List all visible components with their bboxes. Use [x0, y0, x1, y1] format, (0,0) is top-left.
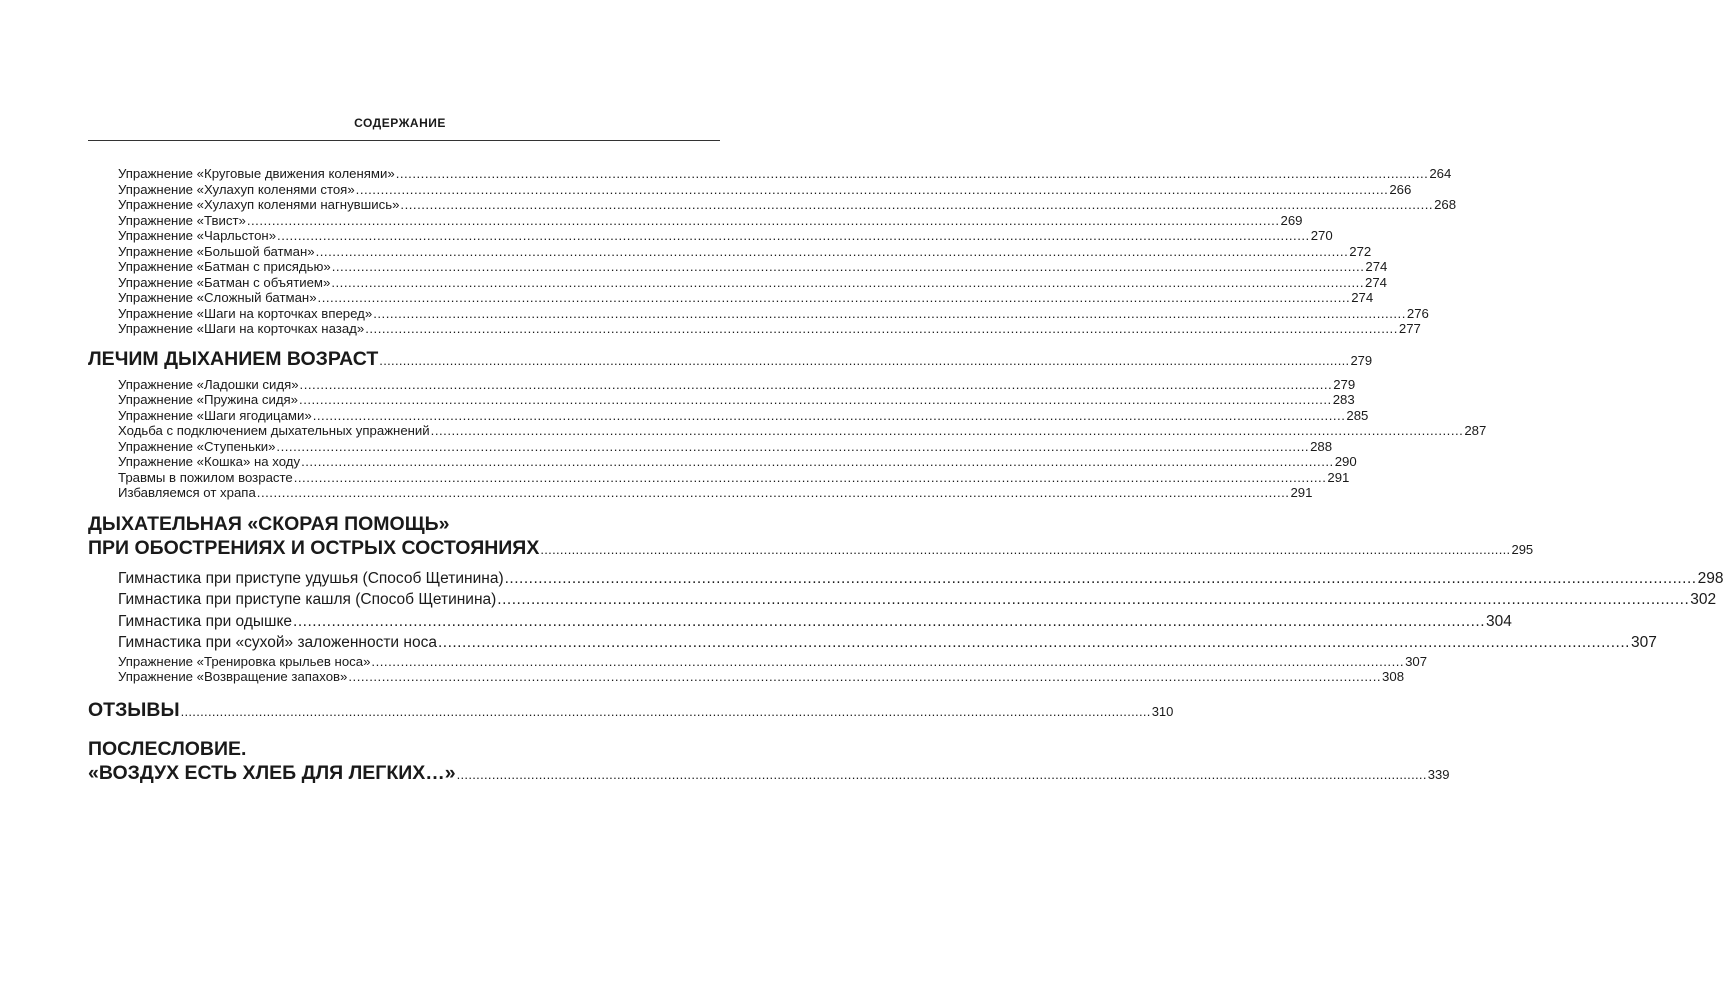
toc-entry-label: Упражнение «Батман с присядью»	[118, 259, 331, 274]
page-header: СОДЕРЖАНИЕ	[354, 116, 446, 130]
dot-leader	[457, 763, 1427, 787]
toc-section-breathing-age[interactable]	[88, 347, 1373, 373]
toc-entry-page: 264	[1429, 166, 1452, 181]
toc-entry[interactable]	[88, 259, 1388, 275]
toc-entry[interactable]	[88, 181, 1412, 198]
toc-entry-label: Травмы в пожилом возрасте	[118, 469, 293, 485]
toc-entry[interactable]	[88, 407, 1369, 424]
toc-entry-page: 307	[1405, 653, 1428, 669]
dot-leader	[438, 632, 1630, 654]
dot-leader	[365, 321, 1398, 337]
dot-leader	[396, 166, 1429, 182]
toc-entry[interactable]	[88, 305, 1429, 322]
toc-entry-page: 269	[1280, 212, 1303, 228]
toc-entry-label: Упражнение «Шаги на корточках вперед»	[118, 305, 373, 321]
toc-entry-page: 277	[1398, 321, 1421, 336]
toc-entry-label: Упражнение «Твист»	[118, 212, 246, 228]
toc-entry[interactable]	[88, 423, 1487, 439]
toc-entry-label: Упражнение «Круговые движения коленями»	[118, 166, 395, 181]
toc-entry[interactable]	[88, 568, 1723, 590]
toc-entry-label: Упражнение «Чарльстон»	[118, 228, 277, 243]
dot-leader	[318, 290, 1351, 306]
dot-leader	[356, 182, 1389, 198]
toc-entry-page: 288	[1310, 438, 1333, 454]
toc-entry-page: 274	[1365, 274, 1388, 290]
dot-leader	[293, 611, 1485, 633]
section-page: 295	[1511, 541, 1534, 557]
section-title-line1: ДЫХАТЕЛЬНАЯ «СКОРАЯ ПОМОЩЬ»	[88, 512, 450, 535]
dot-leader	[373, 306, 1406, 322]
toc-entry[interactable]	[88, 321, 1421, 337]
dot-leader	[371, 654, 1404, 670]
toc-entry-label: Ходьба с подключением дыхательных упражнений	[118, 423, 430, 438]
dot-leader	[331, 275, 1364, 291]
toc-entry-page: 283	[1332, 392, 1355, 407]
toc-entry-label: Упражнение «Хулахуп коленями стоя»	[118, 181, 355, 197]
toc-section-afterword[interactable]	[88, 737, 1450, 787]
dot-leader	[257, 485, 1290, 501]
section-page: 339	[1427, 766, 1450, 782]
dot-leader	[316, 244, 1349, 260]
toc-entry-label: Гимнастика при «сухой» заложенности носа	[118, 634, 437, 651]
dot-leader	[301, 454, 1334, 470]
toc-entry-page: 274	[1365, 259, 1388, 274]
dot-leader	[431, 423, 1464, 439]
toc-entry-label: Упражнение «Пружина сидя»	[118, 392, 299, 407]
toc-entry[interactable]	[88, 290, 1374, 306]
dot-leader	[379, 349, 1349, 373]
toc-entry-label: Гимнастика при одышке	[118, 612, 293, 630]
toc-entry-label: Избавляемся от храпа	[118, 485, 256, 500]
header-rule	[88, 140, 720, 141]
dot-leader	[276, 439, 1309, 455]
dot-leader	[300, 377, 1333, 393]
dot-leader	[313, 408, 1346, 424]
toc-group-exercises-1	[88, 166, 1457, 337]
toc-entry-page: 291	[1327, 469, 1350, 485]
toc-entry[interactable]	[88, 376, 1356, 393]
toc-entry[interactable]	[88, 438, 1333, 455]
toc-entry[interactable]	[88, 212, 1303, 229]
dot-leader	[505, 568, 1697, 590]
section-title: ОТЗЫВЫ	[88, 698, 180, 721]
toc-entry-page: 291	[1290, 485, 1313, 500]
toc-entry-label: Упражнение «Шаги ягодицами»	[118, 407, 312, 423]
dot-leader	[332, 259, 1365, 275]
dot-leader	[540, 538, 1510, 562]
section-title-line1: ПОСЛЕСЛОВИЕ.	[88, 737, 247, 760]
toc-entry-page: 308	[1382, 669, 1405, 684]
toc-entry[interactable]	[88, 274, 1388, 291]
toc-entry-label: Упражнение «Кошка» на ходу	[118, 454, 301, 469]
toc-entry[interactable]	[88, 653, 1428, 670]
toc-section-emergency[interactable]	[88, 512, 1534, 562]
toc-entry-page: 276	[1406, 305, 1429, 321]
toc-entry-page: 302	[1690, 591, 1717, 608]
dot-leader	[299, 392, 1332, 408]
dot-leader	[277, 228, 1310, 244]
section-page: 279	[1350, 352, 1373, 368]
toc-entry-label: Упражнение «Ступеньки»	[118, 438, 276, 454]
toc-entry[interactable]	[88, 669, 1405, 685]
toc-entry-page: 304	[1486, 612, 1512, 630]
toc-entry-page: 307	[1630, 634, 1657, 651]
toc-entry-page: 287	[1464, 423, 1487, 438]
toc-entry[interactable]	[88, 485, 1313, 501]
toc-group-gymnastics	[88, 568, 1723, 685]
toc-entry-page: 279	[1333, 376, 1356, 392]
toc-entry-label: Гимнастика при приступе кашля (Способ Щетинина)	[118, 591, 497, 608]
section-title: ЛЕЧИМ ДЫХАНИЕМ ВОЗРАСТ	[88, 347, 379, 370]
section-page: 310	[1151, 703, 1174, 719]
dot-leader	[400, 197, 1433, 213]
dot-leader	[294, 470, 1327, 486]
toc-entry[interactable]	[88, 166, 1452, 182]
toc-entry-page: 290	[1334, 454, 1357, 469]
dot-leader	[348, 669, 1381, 685]
dot-leader	[181, 700, 1151, 724]
toc-entry[interactable]	[88, 589, 1717, 611]
toc-entry[interactable]	[88, 632, 1657, 654]
toc-entry-label: Упражнение «Возвращение запахов»	[118, 669, 348, 684]
toc-entry[interactable]	[88, 469, 1350, 486]
toc-entry-label: Упражнение «Батман с объятием»	[118, 274, 331, 290]
toc-entry-label: Упражнение «Хулахуп коленями нагнувшись»	[118, 197, 400, 212]
toc-entry-label: Упражнение «Тренировка крыльев носа»	[118, 653, 371, 669]
dot-leader	[497, 589, 1689, 611]
toc-entry-label: Гимнастика при приступе удушья (Способ Щетинина)	[118, 569, 504, 587]
toc-entry[interactable]	[88, 197, 1457, 213]
toc-entry-label: Упражнение «Большой батман»	[118, 243, 315, 259]
toc-entry-page: 274	[1351, 290, 1374, 305]
toc-entry-label: Упражнение «Ладошки сидя»	[118, 376, 299, 392]
section-title-line2: «ВОЗДУХ ЕСТЬ ХЛЕБ ДЛЯ ЛЕГКИХ…»	[88, 761, 456, 784]
toc-group-exercises-2	[88, 376, 1487, 501]
toc-entry[interactable]	[88, 392, 1355, 408]
section-title-line2: ПРИ ОБОСТРЕНИЯХ И ОСТРЫХ СОСТОЯНИЯХ	[88, 536, 540, 559]
toc-entry-page: 270	[1310, 228, 1333, 243]
toc-entry[interactable]	[88, 454, 1357, 470]
toc-entry[interactable]	[88, 611, 1512, 633]
toc-entry-page: 266	[1389, 181, 1412, 197]
toc-entry-page: 285	[1346, 407, 1369, 423]
toc-entry[interactable]	[88, 228, 1333, 244]
toc-entry[interactable]	[88, 243, 1372, 260]
toc-entry-page: 268	[1434, 197, 1457, 212]
table-of-contents	[88, 166, 1723, 787]
toc-entry-label: Упражнение «Шаги на корточках назад»	[118, 321, 365, 336]
toc-entry-page: 298	[1697, 569, 1723, 587]
toc-entry-label: Упражнение «Сложный батман»	[118, 290, 317, 305]
toc-entry-page: 272	[1349, 243, 1372, 259]
toc-section-reviews[interactable]	[88, 698, 1174, 724]
dot-leader	[247, 213, 1280, 229]
